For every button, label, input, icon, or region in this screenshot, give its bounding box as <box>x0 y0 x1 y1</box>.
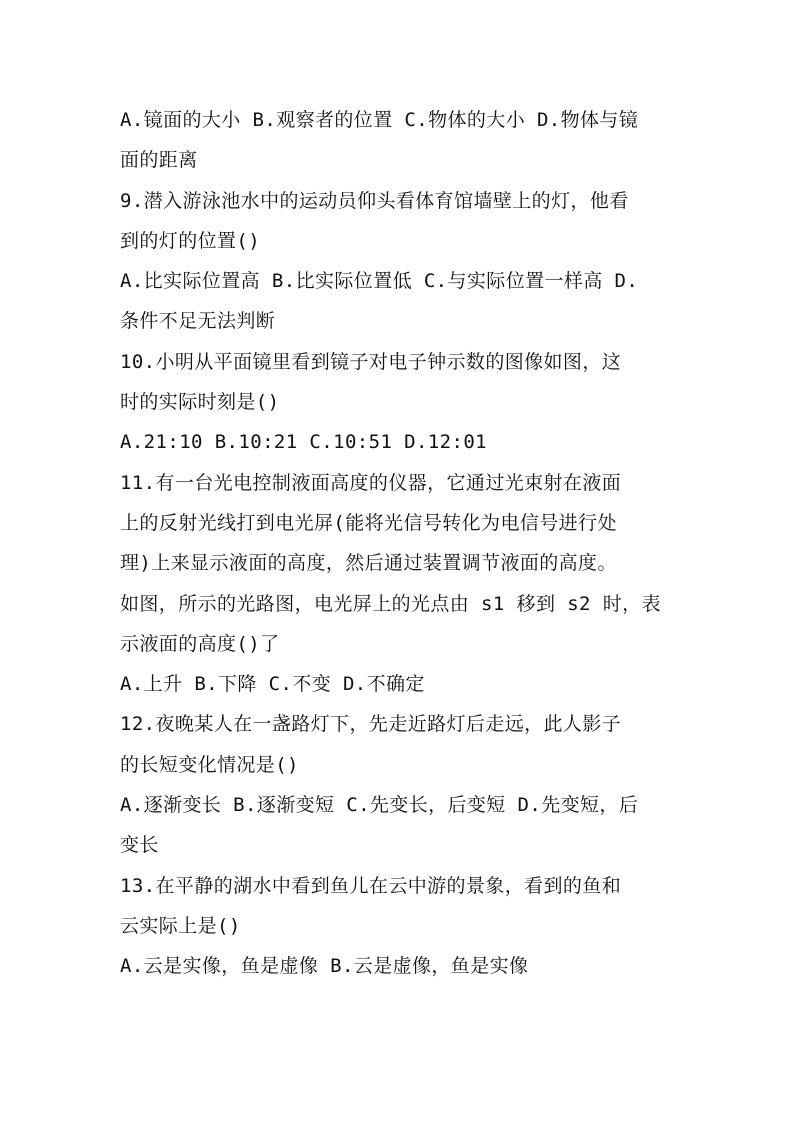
text-line: 理)上来显示液面的高度，然后通过装置调节液面的高度。 <box>120 552 617 575</box>
text-line: 时的实际时刻是() <box>120 391 280 414</box>
question-9-line: 9.潜入游泳池水中的运动员仰头看体育馆墙壁上的灯，他看 <box>120 189 629 212</box>
options-line: A.上升 B.下降 C.不变 D.不确定 <box>120 673 425 696</box>
text-line: 如图，所示的光路图，电光屏上的光点由 s1 移到 s2 时，表 <box>120 592 661 615</box>
options-line: A.比实际位置高 B.比实际位置低 C.与实际位置一样高 D. <box>120 270 639 293</box>
text-line: 示液面的高度()了 <box>120 632 280 655</box>
text-line: 到的灯的位置() <box>120 229 261 252</box>
text-line: 面的距离 <box>120 149 198 172</box>
text-line: 变长 <box>120 834 159 857</box>
document-page <box>120 100 680 987</box>
question-13-line: 13.在平静的湖水中看到鱼儿在云中游的景象，看到的鱼和 <box>120 874 622 897</box>
text-line: 的长短变化情况是() <box>120 753 299 776</box>
options-line: A.云是实像，鱼是虚像 B.云是虚像，鱼是实像 <box>120 955 529 978</box>
question-11-line: 11.有一台光电控制液面高度的仪器，它通过光束射在液面 <box>120 471 622 494</box>
text-line: 条件不足无法判断 <box>120 310 276 333</box>
text-line: 云实际上是() <box>120 914 241 937</box>
options-line: A.21:10 B.10:21 C.10:51 D.12:01 <box>120 431 488 454</box>
question-10-line: 10.小明从平面镜里看到镜子对电子钟示数的图像如图，这 <box>120 350 622 373</box>
text-line: A.镜面的大小 B.观察者的位置 C.物体的大小 D.物体与镜 <box>120 109 639 131</box>
question-12-line: 12.夜晚某人在一盏路灯下，先走近路灯后走远，此人影子 <box>120 713 622 736</box>
text-line: 上的反射光线打到电光屏(能将光信号转化为电信号进行处 <box>120 511 617 534</box>
options-line: A.逐渐变长 B.逐渐变短 C.先变长，后变短 D.先变短，后 <box>120 794 639 817</box>
